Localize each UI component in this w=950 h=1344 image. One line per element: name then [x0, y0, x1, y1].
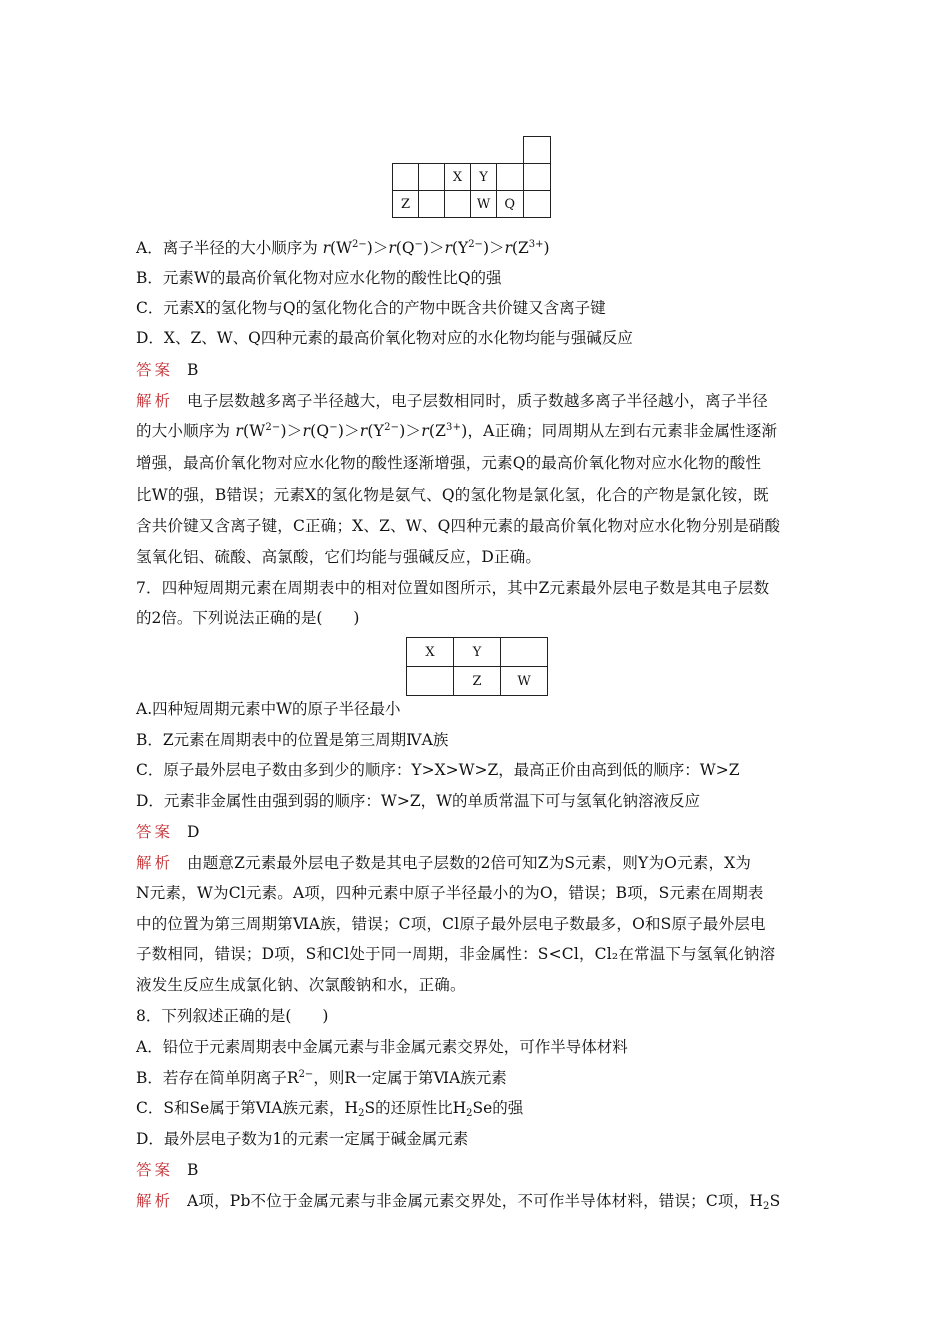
analysis-label: 解析: [136, 1192, 174, 1210]
q8-option-a: A．铅位于元素周期表中金属元素与非金属元素交界处，可作半导体材料: [136, 1038, 628, 1056]
table-cell: [393, 137, 419, 164]
q6-option-a: A．离子半径的大小顺序为 $r(W^{2-})>r(Q^-)>r(Y^{2-})>r(Z^{3+})$: [136, 239, 550, 257]
q8-stem: 8．下列叙述正确的是( ): [136, 1007, 329, 1025]
analysis-label: 解析: [136, 392, 174, 410]
table-cell: [497, 137, 524, 164]
table-cell: [419, 137, 445, 164]
q6-analysis-line: 增强，最高价氧化物对应水化物的酸性逐渐增强，元素Q的最高价氧化物对应水化物的酸性: [136, 454, 762, 472]
q7-stem: 7．四种短周期元素在周期表中的相对位置如图所示，其中Z元素最外层电子数是其电子层数: [136, 579, 770, 597]
table-cell: [471, 137, 497, 164]
q6-answer: 答案 B: [136, 361, 199, 379]
q6-analysis-line: 氢氧化铝、硫酸、高氯酸，它们均能与强碱反应，D正确。: [136, 548, 542, 566]
q6-periodic-table: [392, 136, 551, 218]
q7-periodic-table: [406, 637, 548, 696]
q8-option-c: C．S和Se属于第ⅥA族元素，$H_2S$的还原性比$H_2Se$的强: [136, 1099, 524, 1119]
answer-label: 答案: [136, 1161, 174, 1179]
table-cell: [445, 191, 471, 218]
answer-label: 答案: [136, 823, 174, 841]
table-cell: [523, 191, 550, 218]
table-cell: [523, 137, 550, 164]
table-cell: [419, 164, 445, 191]
table-cell: W: [501, 667, 548, 696]
table-cell: [523, 164, 550, 191]
table-cell: Q: [497, 191, 524, 218]
table-cell: [445, 137, 471, 164]
table-cell: W: [471, 191, 497, 218]
q8-option-d: D．最外层电子数为1的元素一定属于碱金属元素: [136, 1130, 469, 1148]
q7-option-a: A.四种短周期元素中W的原子半径最小: [136, 700, 401, 718]
table-cell: Y: [454, 638, 501, 667]
q8-option-b: B．若存在简单阴离子$R^{2-}$，则R一定属于第ⅥA族元素: [136, 1069, 507, 1087]
q6-option-d: D．X、Z、W、Q四种元素的最高价氧化物对应的水化物均能与强碱反应: [136, 329, 633, 347]
q6-analysis-line: 的大小顺序为 $r(W^{2-})>r(Q^-)>r(Y^{2-})>r(Z^{3+})$，A正确；同周期从左到右元素非金属性逐渐: [136, 422, 778, 440]
table-cell: [407, 667, 454, 696]
q7-analysis-line: 子数相同，错误；D项，S和Cl处于同一周期，非金属性：S<Cl，Cl₂在常温下与氢氧化钠溶: [136, 945, 776, 963]
answer-label: 答案: [136, 361, 174, 379]
q8-answer: 答案 B: [136, 1161, 199, 1179]
q6-analysis-line: 比W的强，B错误；元素X的氢化物是氨气、Q的氢化物是氯化氢，化合的产物是氯化铵，既: [136, 486, 769, 504]
table-cell: Z: [393, 191, 419, 218]
q6-option-b: B．元素W的最高价氧化物对应水化物的酸性比Q的强: [136, 269, 502, 287]
q7-option-b: B．Z元素在周期表中的位置是第三周期ⅣA族: [136, 731, 449, 749]
q7-analysis-line: N元素，W为Cl元素。A项，四种元素中原子半径最小的为O，错误；B项，S元素在周期表: [136, 884, 764, 902]
table-cell: Z: [454, 667, 501, 696]
table-cell: X: [407, 638, 454, 667]
table-cell: Y: [471, 164, 497, 191]
analysis-label: 解析: [136, 854, 174, 872]
q7-analysis-line: 解析 由题意Z元素最外层电子数是其电子层数的2倍可知Z为S元素，则Y为O元素，X为: [136, 854, 752, 872]
q6-analysis-line: 解析 电子层数越多离子半径越大，电子层数相同时，质子数越多离子半径越小，离子半径: [136, 392, 768, 410]
q7-analysis-line: 液发生反应生成氯化钠、次氯酸钠和水，正确。: [136, 976, 466, 994]
table-cell: X: [445, 164, 471, 191]
q7-analysis-line: 中的位置为第三周期第ⅥA族，错误；C项，Cl原子最外层电子数最多，O和S原子最外层电: [136, 915, 766, 933]
q6-option-c: C．元素X的氢化物与Q的氢化物化合的产物中既含共价键又含离子键: [136, 299, 606, 317]
table-cell: [393, 164, 419, 191]
table-cell: [419, 191, 445, 218]
q8-analysis-line: 解析 A项，Pb不位于金属元素与非金属元素交界处，不可作半导体材料，错误；C项，$H_2S$: [136, 1192, 781, 1212]
q7-option-c: C．原子最外层电子数由多到少的顺序：Y>X>W>Z，最高正价由高到低的顺序：W>Z: [136, 761, 740, 779]
table-cell: [497, 164, 524, 191]
q7-option-d: D．元素非金属性由强到弱的顺序：W>Z，W的单质常温下可与氢氧化钠溶液反应: [136, 792, 701, 810]
q6-analysis-line: 含共价键又含离子键，C正确；X、Z、W、Q四种元素的最高价氧化物对应水化物分别是硝酸: [136, 517, 781, 535]
q7-answer: 答案 D: [136, 823, 200, 841]
table-cell: [501, 638, 548, 667]
q7-stem: 的2倍。下列说法正确的是( ): [136, 609, 360, 627]
